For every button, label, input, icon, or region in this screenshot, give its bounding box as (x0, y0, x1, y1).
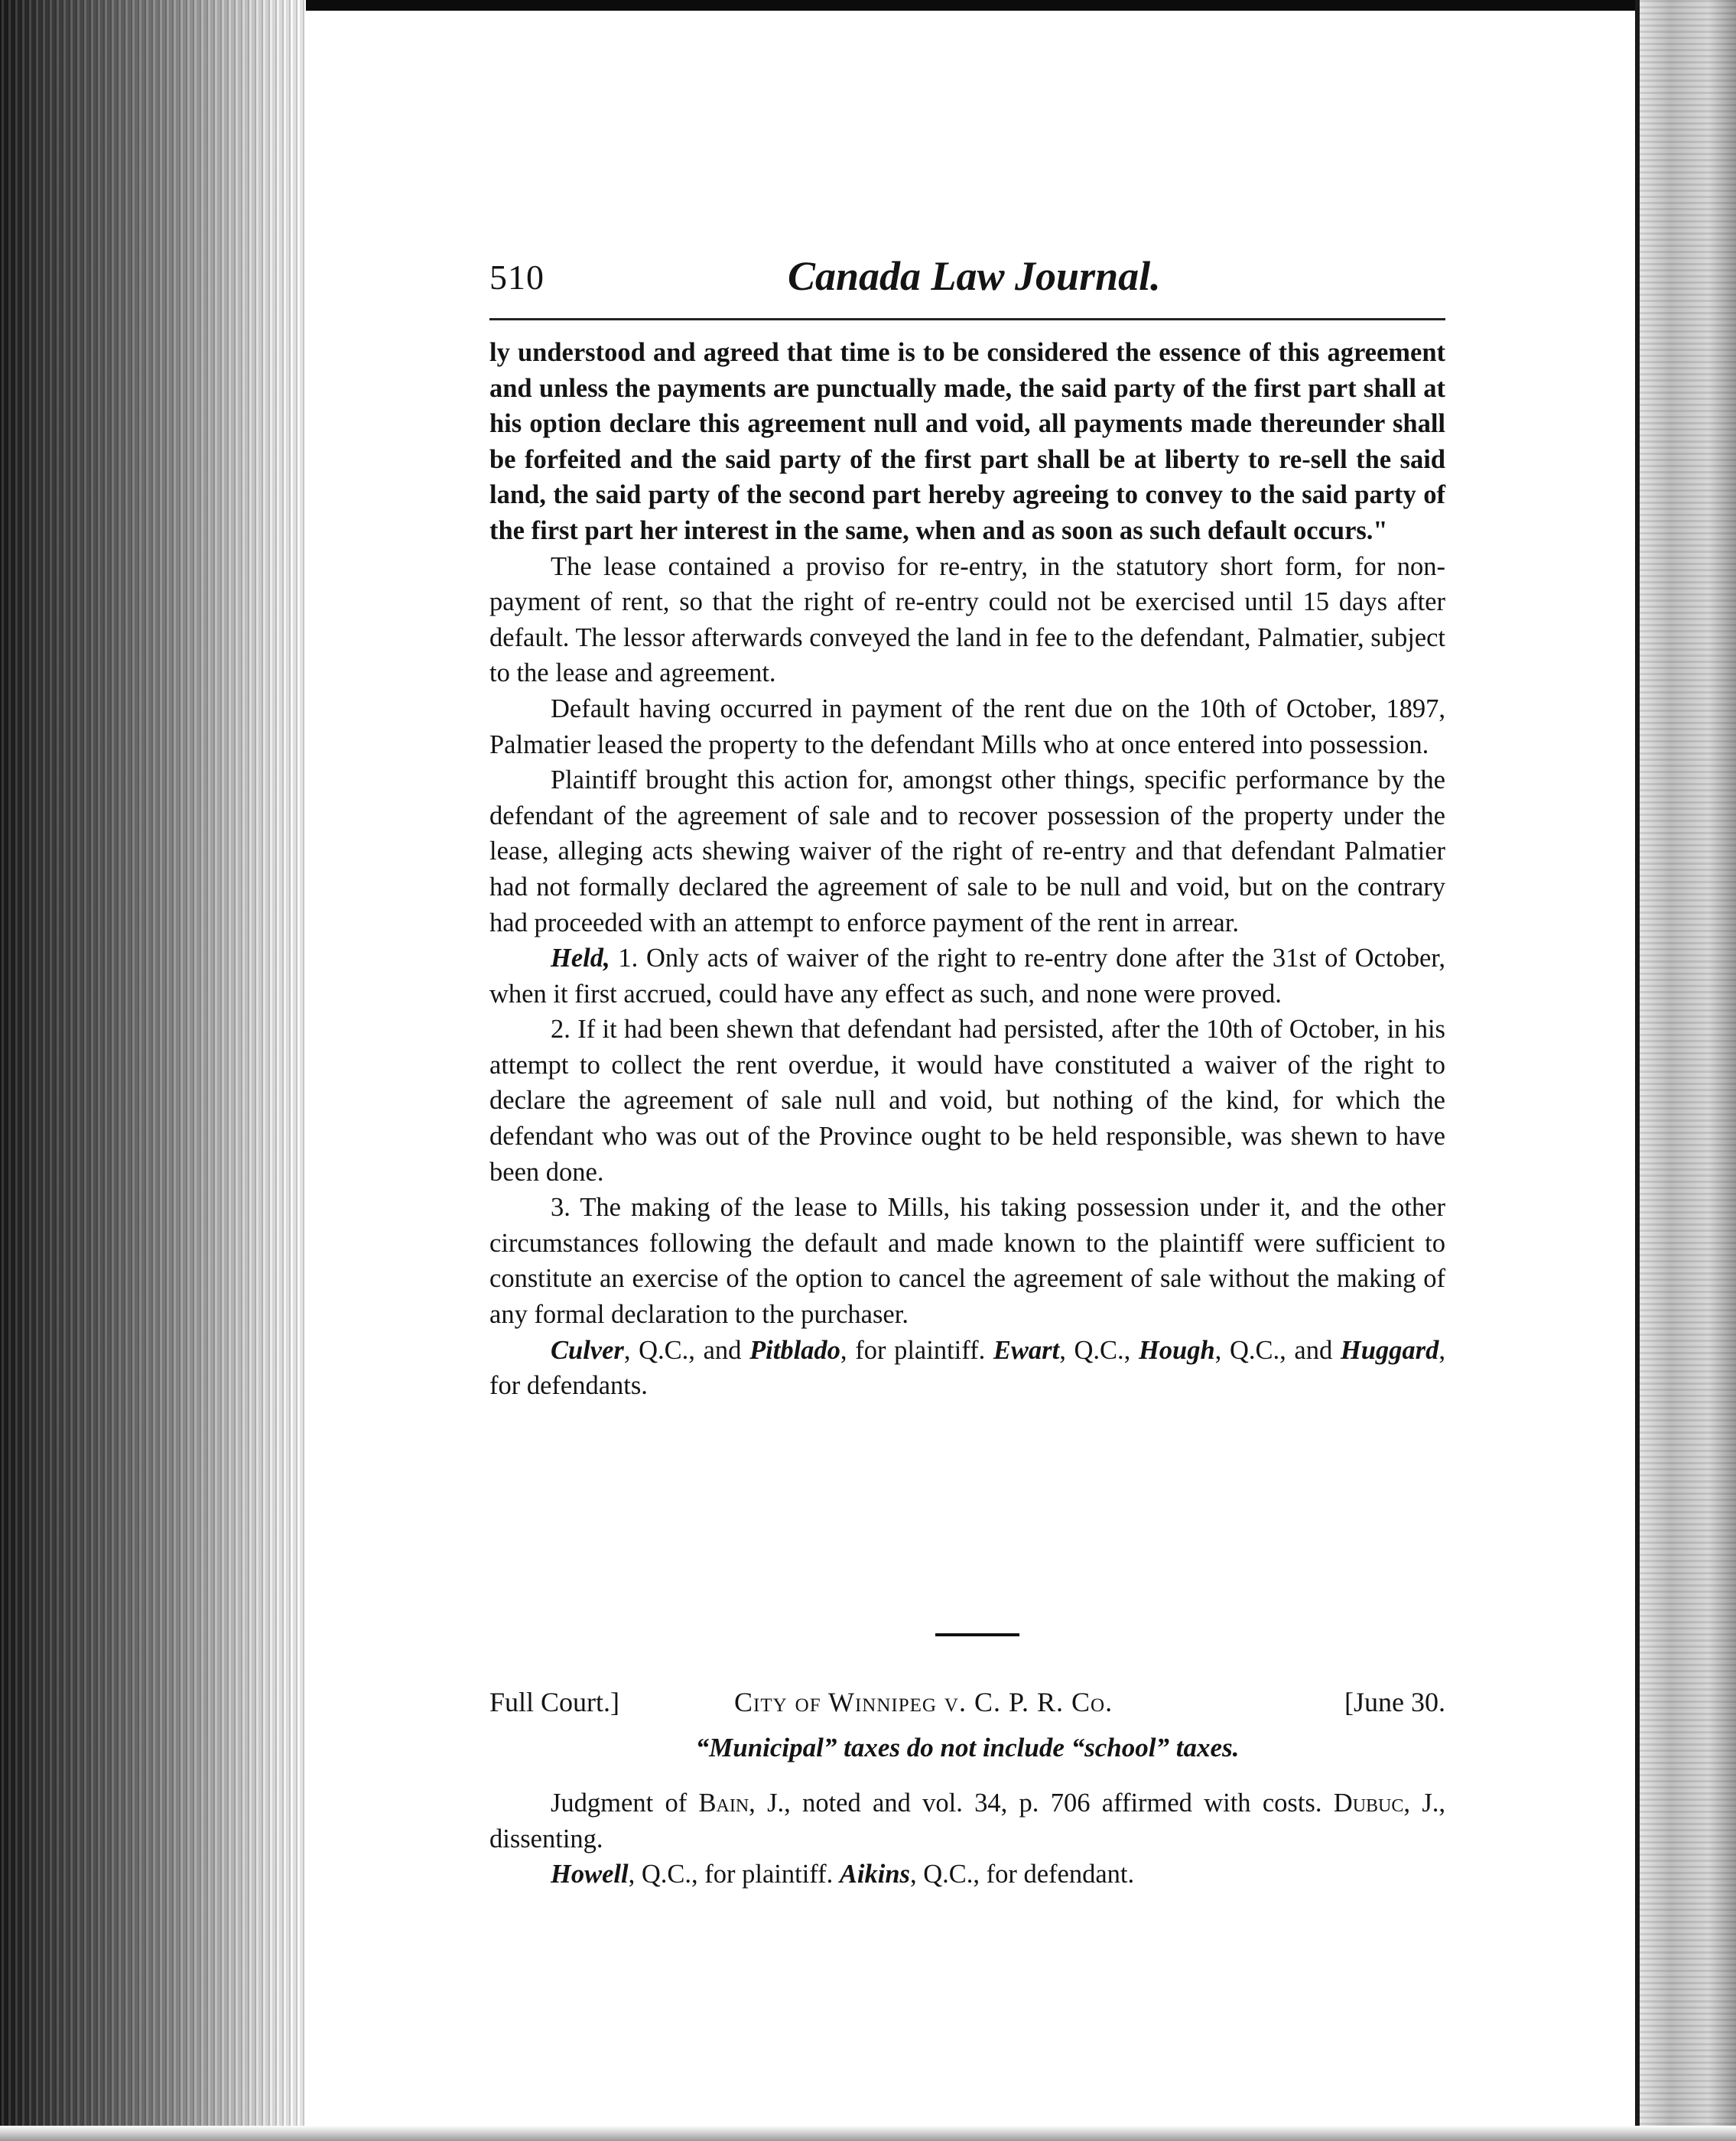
paragraph-agreement-clause: ly understood and agreed that time is to be considered the essence of this agreement and unless the payments are punctually made, the said party of the first part shall at his option declare this agreement null and void, all payments made thereunder shall be forfeited and the said party of the first part shall be at liberty to re-sell the said land, the said party of the second part hereby agreeing to convey to the said party of the first part her interest in the same, when and as soon as such default occurs." (489, 338, 1445, 545)
scan-bottom-border (0, 2126, 1736, 2141)
judgment-text: , J., noted and vol. 34, p. 706 affirmed with costs. (749, 1788, 1334, 1818)
case-title: City of Winnipeg v. C. P. R. Co. (734, 1687, 1113, 1717)
counsel-name: Huggard (1340, 1335, 1439, 1365)
paragraph-judgment (489, 1785, 1445, 1857)
page-number: 510 (489, 258, 545, 297)
judge-name: Bain (698, 1788, 749, 1818)
counsel-text: , for defendants. (489, 1335, 1445, 1401)
page-header (489, 252, 1445, 306)
paragraph-default: Default having occurred in payment of the rent due on the 10th of October, 1897, Palmatier leased the property to the defendant Mills who at once entered into possession. (489, 694, 1445, 759)
case-headnote: “Municipal” taxes do not include “school” taxes. (695, 1733, 1240, 1763)
scan-right-border (1640, 0, 1736, 2141)
judgment-text: , J., dissenting. (489, 1788, 1445, 1853)
judge-name: Dubuc (1333, 1788, 1404, 1818)
counsel-text: , Q.C., and (1214, 1335, 1341, 1365)
counsel-text: , Q.C., and (623, 1335, 750, 1365)
counsel-name: Howell (551, 1860, 629, 1889)
counsel-name: Hough (1138, 1335, 1215, 1365)
court-name: Full Court.] (489, 1687, 620, 1717)
header-rule (489, 318, 1445, 320)
paragraph-counsel-2 (489, 1857, 1445, 1892)
held-label: Held, (551, 944, 610, 973)
case-heading (489, 1686, 1445, 1724)
counsel-text: , Q.C., for plaintiff. (628, 1860, 840, 1889)
counsel-name: Culver (551, 1335, 624, 1365)
held-1-text: 1. Only acts of waiver of the right to re-entry done after the 31st of October, when it first accrued, could have any effect as such, and none were proved. (489, 944, 1445, 1009)
counsel-text: , Q.C., for defendant. (909, 1860, 1135, 1889)
book-binding-shadow (0, 0, 306, 2141)
paragraph-held-3: 3. The making of the lease to Mills, his taking possession under it, and the other circumstances following the default and made known to the plaintiff were sufficient to constitute an exercise of the option to cancel the agreement of sale without the making of any formal declaration to the purchaser. (489, 1193, 1445, 1330)
judgment-section (489, 1785, 1445, 1892)
counsel-name: Aikins (839, 1860, 910, 1889)
paragraph-counsel (489, 1333, 1445, 1404)
paragraph-held-1 (489, 941, 1445, 1012)
section-divider (935, 1633, 1019, 1636)
paragraph-held-2: 2. If it had been shewn that defendant had persisted, after the 10th of October, in his attempt to collect the rent overdue, it would have constituted a waiver of the right to declare the agreement of sale null and void, but nothing of the kind, for which the defendant who was out of the Province ought to be held responsible, was shewn to have been done. (489, 1015, 1445, 1187)
counsel-name: Ewart (993, 1335, 1060, 1365)
paragraph-action: Plaintiff brought this action for, amongst other things, specific performance by the defendant of the agreement of sale and to recover possession of the property under the lease, alleging acts shewing waiver of the right of re-entry and that defendant Palmatier had not formally declared the agreement of sale to be null and void, but on the contrary had proceeded with an attempt to enforce payment of the rent in arrear. (489, 765, 1445, 937)
paragraph-lease-proviso: The lease contained a proviso for re-entry, in the statutory short form, for non-payment of rent, so that the right of re-entry could not be exercised until 15 days after default. The lessor afterwards conveyed the land in fee to the defendant, Palmatier, subject to the lease and agreement. (489, 551, 1445, 688)
counsel-text: , for plaintiff. (840, 1335, 993, 1365)
counsel-text: , Q.C., (1059, 1335, 1139, 1365)
report-body (489, 335, 1445, 1404)
case-date: [June 30. (1344, 1687, 1445, 1717)
judgment-text: Judgment of (551, 1788, 699, 1818)
counsel-name: Pitblado (749, 1335, 840, 1365)
journal-title: Canada Law Journal. (788, 253, 1161, 299)
